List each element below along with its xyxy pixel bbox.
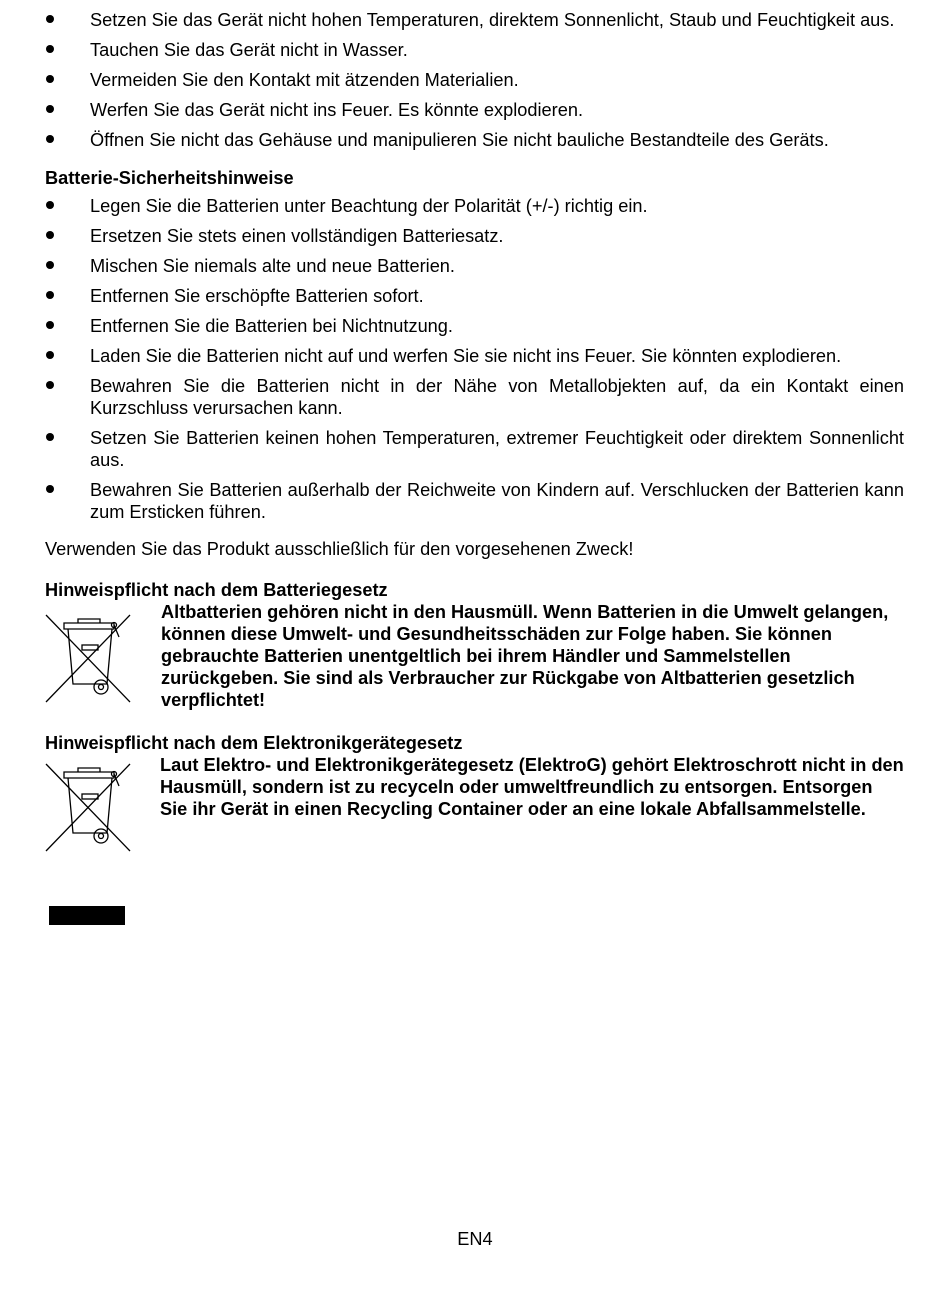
list-item	[45, 255, 904, 277]
weee-black-bar	[49, 906, 125, 925]
list-item-text: Ersetzen Sie stets einen vollständigen Batteriesatz.	[90, 226, 504, 246]
battery-safety-list	[45, 195, 904, 523]
list-item	[45, 39, 904, 61]
electronics-law-text: Laut Elektro- und Elektronikgerätegesetz (ElektroG) gehört Elektroschrott nicht in den Hausmüll, sondern ist zu recyceln oder umweltfreundlich zu entsorgen. Entsorgen Sie ihr Gerät in einen Recycling Container oder an eine lokale Abfallsammelstelle.	[160, 755, 904, 819]
list-item-text: Öffnen Sie nicht das Gehäuse und manipulieren Sie nicht bauliche Bestandteile des Geräts.	[90, 130, 829, 150]
bullet-icon	[46, 231, 54, 239]
list-item	[45, 9, 904, 31]
bullet-icon	[46, 15, 54, 23]
list-item-text: Laden Sie die Batterien nicht auf und werfen Sie sie nicht ins Feuer. Sie könnten explodieren.	[90, 346, 842, 366]
bullet-icon	[46, 485, 54, 493]
bullet-icon	[46, 201, 54, 209]
list-item	[45, 479, 904, 523]
list-item-text: Werfen Sie das Gerät nicht ins Feuer. Es könnte explodieren.	[90, 100, 584, 120]
list-item-text: Entfernen Sie die Batterien bei Nichtnutzung.	[90, 316, 453, 336]
list-item	[45, 99, 904, 121]
bullet-icon	[46, 291, 54, 299]
bullet-icon	[46, 135, 54, 143]
manual-page	[45, 9, 904, 820]
page-number: EN4	[457, 1229, 493, 1249]
bullet-icon	[46, 381, 54, 389]
battery-law-block	[45, 601, 904, 711]
list-item	[45, 129, 904, 151]
bullet-icon	[46, 75, 54, 83]
list-item-text: Legen Sie die Batterien unter Beachtung der Polarität (+/-) richtig ein.	[90, 196, 648, 216]
list-item-text: Vermeiden Sie den Kontakt mit ätzenden Materialien.	[90, 70, 519, 90]
crossed-out-wheelie-bin-icon	[44, 762, 134, 854]
list-item-text: Setzen Sie Batterien keinen hohen Temperaturen, extremer Feuchtigkeit oder direktem Sonnenlicht aus.	[90, 428, 904, 470]
bullet-icon	[46, 261, 54, 269]
list-item-text: Setzen Sie das Gerät nicht hohen Temperaturen, direktem Sonnenlicht, Staub und Feuchtigkeit aus.	[90, 10, 895, 30]
bullet-icon	[46, 45, 54, 53]
bullet-icon	[46, 321, 54, 329]
usage-note: Verwenden Sie das Produkt ausschließlich für den vorgesehenen Zweck!	[45, 539, 634, 559]
list-item	[45, 225, 904, 247]
battery-safety-heading: Batterie-Sicherheitshinweise	[45, 168, 294, 188]
crossed-out-wheelie-bin-icon	[44, 613, 134, 705]
list-item-text: Tauchen Sie das Gerät nicht in Wasser.	[90, 40, 408, 60]
electronics-law-block	[45, 754, 904, 820]
general-safety-list	[45, 9, 904, 151]
list-item-text: Bewahren Sie die Batterien nicht in der Nähe von Metallobjekten auf, da ein Kontakt einen Kurzschluss verursachen kann.	[90, 376, 904, 418]
electronics-law-heading: Hinweispflicht nach dem Elektronikgerätegesetz	[45, 733, 463, 753]
list-item	[45, 195, 904, 217]
battery-law-heading: Hinweispflicht nach dem Batteriegesetz	[45, 580, 388, 600]
list-item-text: Bewahren Sie Batterien außerhalb der Reichweite von Kindern auf. Verschlucken der Batterien kann zum Ersticken führen.	[90, 480, 904, 522]
list-item	[45, 375, 904, 419]
list-item	[45, 345, 904, 367]
list-item	[45, 315, 904, 337]
battery-law-text: Altbatterien gehören nicht in den Hausmüll. Wenn Batterien in die Umwelt gelangen, können diese Umwelt- und Gesundheitsschäden zur Folge haben. Sie können gebrauchte Batterien unentgeltlich bei ihrem Händler und Sammelstellen zurückgeben. Sie sind als Verbraucher zur Rückgabe von Altbatterien gesetzlich verpflichtet!	[161, 602, 889, 710]
list-item-text: Mischen Sie niemals alte und neue Batterien.	[90, 256, 455, 276]
bullet-icon	[46, 351, 54, 359]
bullet-icon	[46, 105, 54, 113]
list-item	[45, 427, 904, 471]
list-item-text: Entfernen Sie erschöpfte Batterien sofort.	[90, 286, 424, 306]
list-item	[45, 69, 904, 91]
bullet-icon	[46, 433, 54, 441]
list-item	[45, 285, 904, 307]
